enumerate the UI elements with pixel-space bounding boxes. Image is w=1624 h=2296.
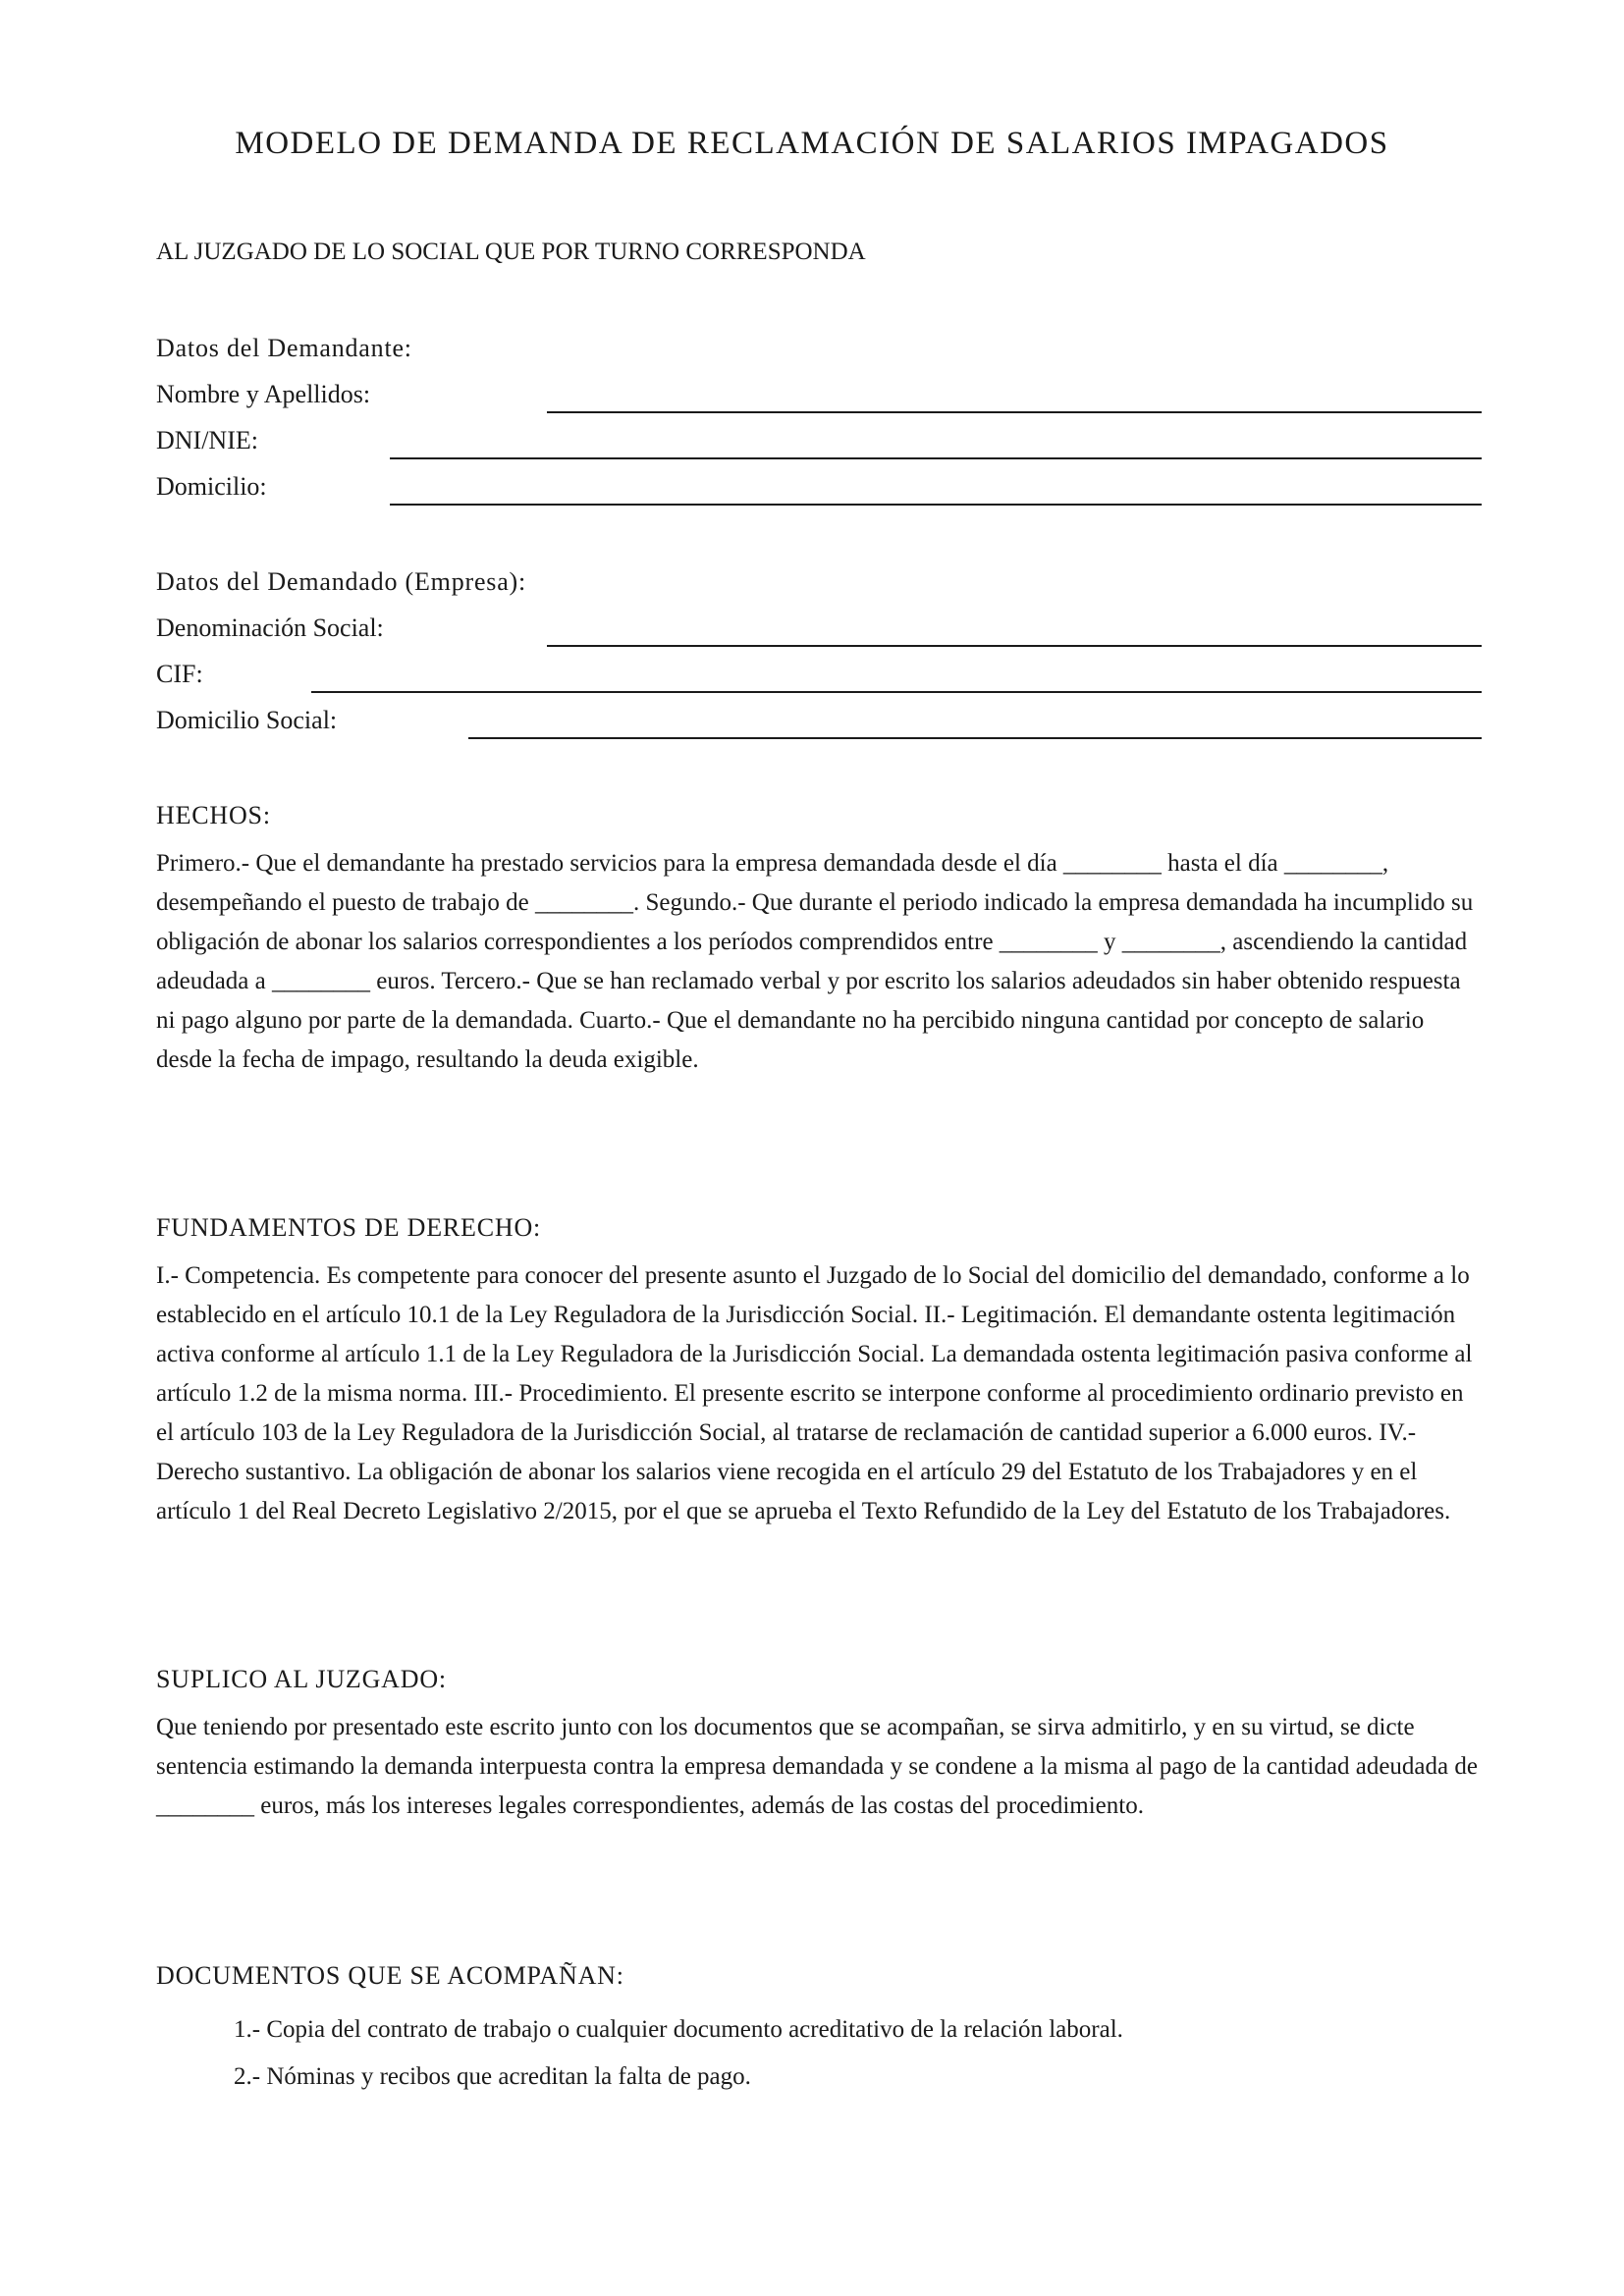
suplico-text: Que teniendo por presentado este escrito junto con los documentos que se acompañan, se sirva admitirlo, y en su virtud, se dicte sentencia estimando la demanda interpuesta contra la empresa demandada y se condene a la misma al pago de la cantidad adeudada de ________ euros, más los intereses legales correspondientes, además de las costas del procedimiento.	[156, 1714, 1478, 1819]
plaintiff-name-label: Nombre y Apellidos:	[156, 380, 371, 408]
plaintiff-name-field[interactable]	[547, 411, 1482, 413]
fundamentos-heading: FUNDAMENTOS DE DERECHO:	[156, 1213, 542, 1242]
plaintiff-address-field[interactable]	[390, 504, 1482, 506]
documentos-heading: DOCUMENTOS QUE SE ACOMPAÑAN:	[156, 1961, 624, 1990]
plaintiff-name-row	[156, 380, 1482, 419]
plaintiff-dni-label: DNI/NIE:	[156, 426, 258, 454]
defendant-cif-row	[156, 660, 1482, 699]
defendant-address-row	[156, 706, 1482, 745]
documento-item-2: 2.- Nóminas y recibos que acreditan la falta de pago.	[234, 2063, 751, 2090]
defendant-address-field[interactable]	[468, 737, 1482, 739]
document-title: MODELO DE DEMANDA DE RECLAMACIÓN DE SALARIOS IMPAGADOS	[235, 126, 1389, 161]
defendant-address-label: Domicilio Social:	[156, 706, 338, 734]
defendant-name-label: Denominación Social:	[156, 614, 384, 642]
suplico-heading: SUPLICO AL JUZGADO:	[156, 1665, 447, 1693]
documentos-list	[234, 2010, 1481, 2105]
defendant-heading: Datos del Demandado (Empresa):	[156, 567, 527, 596]
hechos-heading: HECHOS:	[156, 801, 271, 829]
hechos-text: Primero.- Que el demandante ha prestado servicios para la empresa demandada desde el día ________ hasta el día ________, desempeñando el puesto de trabajo de ________. Segundo.- Que durante el periodo indicado la empresa demandada ha incumplido su obligación de abonar los salarios correspondientes a los períodos comprendidos entre ________ y ________, ascendiendo la cantidad adeudada a ________ euros. Tercero.- Que se han reclamado verbal y por escrito los salarios adeudados sin haber obtenido respuesta ni pago alguno por parte de la demandada. Cuarto.- Que el demandante no ha percibido ninguna cantidad por concepto de salario desde la fecha de impago, resultando la deuda exigible.	[156, 850, 1474, 1073]
defendant-cif-label: CIF:	[156, 660, 203, 688]
court-addressee: AL JUZGADO DE LO SOCIAL QUE POR TURNO CORRESPONDA	[156, 239, 866, 265]
plaintiff-dni-row	[156, 426, 1482, 465]
plaintiff-address-row	[156, 472, 1482, 511]
plaintiff-address-label: Domicilio:	[156, 472, 267, 501]
documento-item-1: 1.- Copia del contrato de trabajo o cualquier documento acreditativo de la relación laboral.	[234, 2016, 1123, 2043]
plaintiff-dni-field[interactable]	[390, 457, 1482, 459]
defendant-name-field[interactable]	[547, 645, 1482, 647]
defendant-name-row	[156, 614, 1482, 653]
defendant-cif-field[interactable]	[311, 691, 1482, 693]
plaintiff-heading: Datos del Demandante:	[156, 334, 412, 362]
fundamentos-text: I.- Competencia. Es competente para conocer del presente asunto el Juzgado de lo Social del domicilio del demandado, conforme a lo establecido en el artículo 10.1 de la Ley Reguladora de la Jurisdicción Social. II.- Legitimación. El demandante ostenta legitimación activa conforme al artículo 1.1 de la Ley Reguladora de la Jurisdicción Social. La demandada ostenta legitimación pasiva conforme al artículo 1.2 de la misma norma. III.- Procedimiento. El presente escrito se interpone conforme al procedimiento ordinario previsto en el artículo 103 de la Ley Reguladora de la Jurisdicción Social, al tratarse de reclamación de cantidad superior a 6.000 euros. IV.- Derecho sustantivo. La obligación de abonar los salarios viene recogida en el artículo 29 del Estatuto de los Trabajadores y en el artículo 1 del Real Decreto Legislativo 2/2015, por el que se aprueba el Texto Refundido de la Ley del Estatuto de los Trabajadores.	[156, 1262, 1473, 1524]
